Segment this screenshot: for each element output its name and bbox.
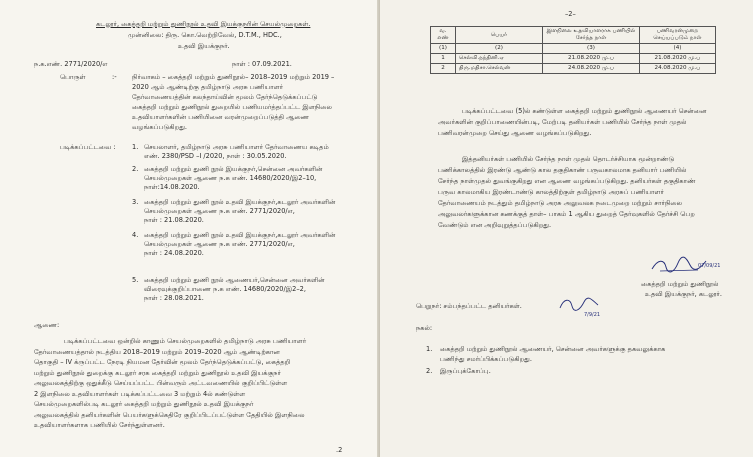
subject-line: கைத்தறி மற்றும் துணிநூல் துறையில் பணியமர்த்தப்பட்ட இளநிலை [132,103,332,111]
header-line2: முன்னிலை: திரு. கொ.வெற்றிவேல், D.T.M., HDC., [128,31,282,39]
read-item-line: எண். 2380/PSD –I /2020, நாள் : 30.05.2020. [144,152,287,160]
read-list [132,143,372,268]
para2-line: தேர்வாணையம் நடத்தும் தமிழ்நாடு அரசு அலுவலக நடைமுறை மற்றும் சார்நிலை [438,199,683,207]
subject-label: பொருள் [60,73,86,81]
para2-line: வேண்டும் என அறிவுறுத்தப்படுகிறது. [438,221,552,229]
order-label: ஆணை: [34,321,60,329]
subject-separator: :- [112,73,117,81]
read-item-num: 4. [132,231,139,239]
read-item-num: 3. [132,198,139,206]
para2-line: பணிக்காலத்தில் இரண்டு ஆண்டு கால தகுதிகாண் பருவகாலமாக தனியார் பணியில் [438,166,687,174]
subject-line: தேர்வாணையத்தின் கலந்தாய்வின் மூலம் தேர்ந்தெடுக்கப்பட்டு [132,93,318,101]
order-line: படிக்கப்பட்டவை ஒன்றில் காணும் செயல்முறைகளில் தமிழ்நாடு அரசு பணியாளர் [64,337,307,345]
table-header-cell: பெயர் [456,27,543,44]
table-cell: 2 [431,64,456,74]
read-item-line: செயல்முறைகள் ஆணை ந.க எண். 14680/2020/இ2–10, [144,174,317,182]
table-cell: 21.08.2020 மு.ப [640,54,716,64]
copy-item-line: கைத்தறி மற்றும் துணிநூல் ஆணையர், சென்னை அவர்களுக்கு தகவலுக்காக [440,345,666,353]
copy-item-num: 1. [426,345,433,353]
order-line: தேர்வாணையத்தால் நடத்திய 2018–2019 மற்றும் 2019–2020 ஆம் ஆண்டிற்கான [34,347,280,356]
order-line: உதவியாளர்களாக பணியில் சேர்ந்துள்ளனர். [34,421,165,429]
subject-line: வழங்கப்படுகிறது. [132,123,188,131]
read-item-num: 2. [132,165,139,173]
table-row [431,64,716,74]
table-cell: 21.08.2020 மு.ப [543,54,640,64]
subject-line: நிர்வாகம் – கைத்தறி மற்றும் துணிநூல்– 2018–2019 மற்றும் 2019 – [132,73,335,81]
para2-line: அலுவலர்களுக்கான கணக்குத் தாள்– பாகம் 1 ஆகிய துறைத் தேர்வுகளில் தேர்ச்சி பெற [438,210,695,218]
table-index-row [431,44,716,54]
signatory-line2: உதவி இயக்குநர், கடலூர். [645,290,722,298]
para1-line: படிக்கப்பட்டவை (5)ல் கண்டுள்ள கைத்தறி மற்றும் துணிநூல் ஆணையர் சென்னை [462,107,707,115]
table-cell: (3) [543,44,640,54]
receiver-sign-date: 7/9/21 [584,312,601,318]
read-item-num: 5. [132,276,139,284]
read-item-line: செயல்முறைகள் ஆணை ந.க எண். 2771/2020/எ, [144,207,295,215]
table-header-row [431,27,716,44]
read-item-line: கைத்தறி மற்றும் துணி நூல் உதவி இயக்குநர்,கடலூர் அவர்களின் [144,231,336,239]
header-line3: உதவி இயக்குநர். [178,42,230,50]
read-item-line: கைத்தறி மற்றும் துணி நூல் உதவி இயக்குநர்,கடலூர் அவர்களின் [144,198,336,206]
table-cell: (4) [640,44,716,54]
subject-line: உதவியாளர்களின் பணியினை வரன்முறைப்படுத்தி ஆணை [132,113,310,121]
subject-line: 2020 ஆம் ஆண்டிற்கு தமிழ்நாடு அரசு பணியாளர் [132,83,284,91]
para2-line: பருவ காலமாகிய இரண்டாண்டு காலத்திற்குள் தமிழ்நாடு அரசுப் பணியாளர் [438,188,664,196]
signatory-line1: கைத்தறி மற்றும் துணிநூல் [641,280,719,288]
table-header-cell: பணிவரன்முறை செய்யப்படும் நாள் [640,27,716,44]
para2-line: சேர்ந்த நாள்முதல் துவங்குகிறது என ஆணை வழங்கப்படுகிறது. தனியர்கள் தகுதிகாண் [438,177,696,185]
copy-label: நகல்: [416,324,433,332]
order-line: அலுவலகத்திற்கு ஒதுக்கீடு செய்யப்பட்ட பின்வரும் அட்டவணையில் குறிப்பிட்டுள்ள [34,379,288,387]
copy-item-line: பணிந்து சமர்ப்பிக்கப்படுகிறது. [440,355,532,363]
read-item-line: நாள்:14.08.2020. [144,183,200,191]
read-label: படிக்கப்பட்டவை : [60,143,116,151]
header-line1: கடலூர், கைத்தறி மற்றும் துணிநூல் உதவி இயக்குநரின் செயல்முறைகள். [96,20,311,28]
table-row [431,54,716,64]
table-cell: செல்வி.நந்தினி.ஏ [456,54,543,64]
read-item-line: நாள் : 24.08.2020. [144,249,204,257]
read-item-line: செயல்முறைகள் ஆணை ந.க எண். 2771/2020/எ, [144,240,295,248]
para1-line: பணிவரன்முறை செய்து ஆணை வழங்கப்படுகிறது. [438,129,592,137]
next-page-marker: .2 [336,446,343,454]
right-page [380,0,753,457]
para2-line: இத்தனியர்கள் பணியில் சேர்ந்த நாள் முதல் தொடர்ச்சியாக மூன்றாண்டு [462,155,675,163]
copy-item-num: 2. [426,367,433,375]
order-line: தொகுதி – IV க்ருப்பட்ட நேரடி நியமன தேர்வின் மூலம் தேர்ந்தெடுக்கப்பட்டு, கைத்தறி [34,358,291,366]
table-cell: (1) [431,44,456,54]
read-item-num: 1. [132,143,139,151]
staff-table [430,26,716,74]
read-item-line: செயலாளர், தமிழ்நாடு அரசு பணியாளர் தேர்வாணைய கடிதம் [144,143,329,151]
reference-number: ந.க.எண். 2771/2020/எ [34,60,108,68]
read-item-line: கைத்தறி மற்றும் துணி நூல் ஆணையர்,சென்னை அவர்களின் [144,276,325,284]
receiver-line: பெறுநர்: சம்பந்தப்பட்ட தனியர்கள். [416,302,522,310]
read-item-line: நாள் : 21.08.2020. [144,216,204,224]
table-cell: (2) [456,44,543,54]
table-header-cell: வ. எண் [431,27,456,44]
order-line: 2 இளநிலை உதவியாளர்கள் படிக்கப்பட்டவை 3 மற்றும் 4ல் கண்டுள்ள [34,389,246,398]
table-header-cell: இளநிலை உதவியாளராக பணியில் சேர்ந்த நாள் [543,27,640,44]
page-number: –2– [565,10,576,18]
order-line: செயல்முறைகளில்படி கடலூர் கைத்தறி மற்றும் துணிநூல் உதவி இயக்குநர் [34,400,254,408]
table-cell: 1 [431,54,456,64]
read-item-line: விரைவுக்குறிப்பாணை ந.க எண். 14680/2020/இ2–2, [144,285,306,293]
read-item-line: நாள் : 28.08.2021. [144,294,204,302]
order-date: நாள் : 07.09.2021. [232,60,292,68]
table-cell: 24.08.2020 மு.ப [543,64,640,74]
read-list-cont [132,276,372,306]
table-cell: திரு.மதிசா.செல்வன் [456,64,543,74]
read-item-line: கைத்தறி மற்றும் துணி நூல் இயக்குநர்,சென்னை அவர்களின் [144,165,323,173]
para1-line: அவர்களின் குறிப்பாணையின்படி, மேற்படி தனியர்கள் பணியில் சேர்ந்த நாள் முதல் [438,118,687,126]
copy-item-line: இருப்புக்கோப்பு. [440,367,491,375]
table-cell: 24.08.2020 மு.ப [640,64,716,74]
order-line: மற்றும் துணிநூல் துறைக்கு கடலூர் சரக கைத்தறி மற்றும் துணிநூல் உதவி இயக்குநர் [34,368,281,377]
signature-date: 07/09/21 [698,263,721,269]
order-line: அலுவலகத்தில் தனியர்களின் பெயர்களுக்கெதிரே குறிப்பிடப்பட்டுள்ள தேதியில் இளநிலை [34,410,305,419]
